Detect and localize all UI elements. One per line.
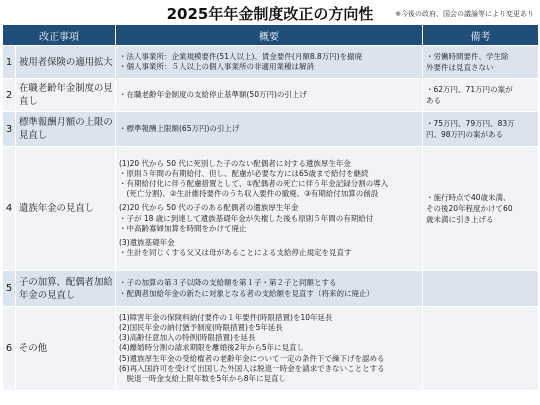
remarks-line: ・労働時間要件、学生除 — [426, 52, 509, 61]
remarks-line: 外要件は見直さない — [426, 63, 494, 72]
remarks-cell — [423, 46, 539, 79]
column-header-item: 改正事項 — [3, 25, 116, 46]
overview-line: (死亡分割)、②生計維持要件のうち収入要件の撤廃、③有期給付加算の創設 — [119, 189, 379, 199]
disclaimer-note: ※今後の政府、国会の議論等により変更あり — [395, 10, 534, 18]
reform-table — [2, 24, 539, 391]
remarks-line: ・62万円、71万円の案が — [426, 85, 513, 94]
column-header-remarks: 備考 — [423, 25, 539, 46]
reform-item-line: 年金の見直し — [19, 289, 76, 301]
remarks-line: ・施行時点で40歳未満、 — [426, 193, 511, 202]
page-title: 2025年年金制度改正の方向性 — [166, 5, 374, 23]
overview-line: ・有期給付化に伴う配慮措置として、①配偶者の死亡に伴う年金記録分割の導入 — [119, 178, 389, 188]
overview-line: ・個人事業所：５人以上の個人事業所の非適用業種は解消 — [119, 62, 314, 71]
overview-line: ・生計を同じくする父又は母があることによる支給停止規定を見直す — [119, 248, 352, 258]
remarks-cell — [423, 307, 539, 391]
overview-line: (1)20 代から 50 代に死別した子のない配偶者に対する遺族厚生年金 — [119, 158, 351, 168]
overview-cell — [116, 79, 423, 112]
overview-cell — [116, 46, 423, 79]
overview-line: ・在職老齢年金制度の支給停止基準額(50万円)の引上げ — [119, 89, 307, 99]
remarks-cell — [423, 271, 539, 307]
overview-line: ・子が 18 歳に到達して遺族基礎年金が失権した後も原則５年間の有期給付 — [119, 213, 374, 223]
remarks-cell — [423, 112, 539, 147]
reform-item-line: 遺族年金の見直し — [19, 203, 95, 214]
overview-line: (3)遺族基礎年金 — [119, 238, 175, 247]
reform-item-line: 子の加算、配偶者加給 — [19, 276, 113, 288]
title-row — [0, 0, 540, 24]
reform-item — [16, 271, 116, 307]
remarks-line: ・75万円、79万円、83万 — [426, 119, 515, 128]
row-number: 2 — [3, 79, 16, 112]
reform-item — [16, 79, 116, 112]
column-header-overview: 概要 — [116, 25, 423, 46]
overview-line: ・子の加算の第３子以降の支給額を第１子・第２子と同額とする — [119, 278, 337, 288]
overview-line: 脱退一時金支給上限年数を5年から8年に見直し — [119, 374, 287, 383]
overview-line: ・原則５年間の有期給付、但し、配慮が必要な方には65歳まで給付を継続 — [119, 168, 369, 178]
remarks-line: ある — [426, 96, 441, 105]
remarks-cell — [423, 79, 539, 112]
reform-item — [16, 147, 116, 271]
overview-line: (5)遺族厚生年金の受給権者の老齢年金について一定の条件下で繰下げを認める — [119, 353, 385, 363]
table-row — [3, 46, 539, 79]
table-row — [3, 147, 539, 271]
overview-cell — [116, 271, 423, 307]
reform-item-line: 在職老齢年金制度の見 — [19, 83, 113, 94]
table-row — [3, 79, 539, 112]
overview-cell — [116, 307, 423, 391]
row-number: 4 — [3, 147, 16, 271]
reform-item-line: 被用者保険の適用拡大 — [19, 56, 113, 68]
remarks-line: その後20年程度かけて60 — [426, 204, 513, 213]
overview-cell — [116, 147, 423, 271]
reform-item-line: 直し — [19, 96, 38, 107]
row-number: 6 — [3, 307, 16, 391]
reform-item — [16, 112, 116, 147]
table-body — [3, 46, 539, 391]
row-number: 1 — [3, 46, 16, 79]
row-number: 3 — [3, 112, 16, 147]
overview-line: (4)離婚時分割の請求期限を離婚後2年から5年に見直し — [119, 343, 305, 353]
table-row — [3, 112, 539, 147]
overview-line: ・配偶者加給年金の新たに対象となる者の支給額を見直す（将来的に廃止） — [119, 288, 374, 298]
table-header-row — [3, 25, 539, 46]
remarks-cell — [423, 147, 539, 271]
reform-item-line: その他 — [19, 343, 48, 354]
reform-item-line: 標準報酬月額の上限の — [19, 117, 113, 128]
overview-line: ・標準報酬上限額(65万円)の引上げ — [119, 123, 240, 133]
table-row — [3, 307, 539, 391]
overview-line: (2)20 代から 50 代の子のある配偶者の遺族厚生年金 — [119, 203, 299, 213]
overview-line: (6)再入国許可を受けて出国した外国人は脱退一時金を請求できないこととする — [119, 363, 385, 373]
overview-line: ・中高齢寡婦加算を時間をかけて廃止 — [119, 223, 247, 233]
reform-item — [16, 46, 116, 79]
overview-line: (1)障害年金の保険料納付要件の１年要件(時限措置)を10年延長 — [119, 312, 333, 322]
table-row — [3, 271, 539, 307]
remarks-line: 歳未満に引き上げる — [426, 215, 494, 224]
remarks-line: 円、98万円の案がある — [426, 130, 504, 139]
overview-line: (2)国民年金の納付猶予制度(時限措置)を5年延長 — [119, 322, 283, 332]
overview-line: ・法人事業所：企業規模要件(51人以上)、賃金要件(月額8.8万円)を撤廃 — [119, 51, 363, 61]
reform-item-line: 見直し — [19, 130, 48, 141]
overview-line: (3)高齢任意加入の特例(時限措置)を延長 — [119, 333, 256, 343]
row-number: 5 — [3, 271, 16, 307]
reform-item — [16, 307, 116, 391]
overview-cell — [116, 112, 423, 147]
